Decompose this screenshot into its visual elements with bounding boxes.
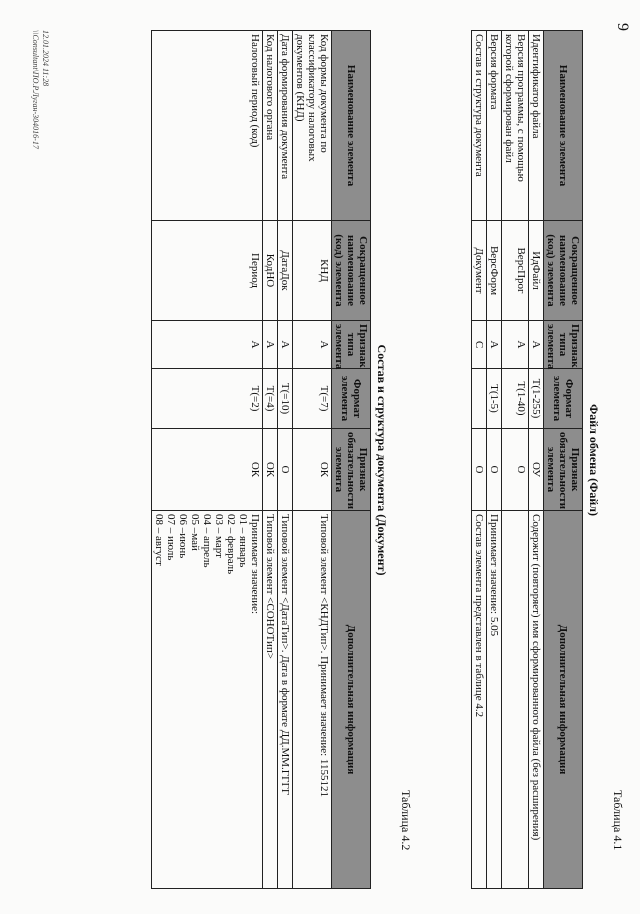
period-value: 07 – июль: [165, 514, 177, 561]
table1-header-row: [544, 31, 583, 889]
table-cell: А: [502, 321, 529, 369]
table-cell: Состав и структура документа: [472, 31, 487, 221]
table-cell: [472, 369, 487, 429]
table-cell: Дата формирования документа: [278, 31, 293, 221]
page-number: 9: [614, 23, 631, 31]
table-cell: Код налогового органа: [263, 31, 278, 221]
table-cell: Принимает значение: 5.05: [487, 511, 502, 889]
rotated-content: [25, 30, 625, 890]
table-cell: Период: [152, 221, 263, 321]
table-cell: T(=4): [263, 369, 278, 429]
table-cell: T(1-255): [529, 369, 544, 429]
table-cell: О: [278, 429, 293, 511]
table-cell: КодНО: [263, 221, 278, 321]
table-row: [263, 31, 278, 889]
period-intro: Принимает значение:: [249, 514, 261, 615]
table2-header: Дополнительная информация: [332, 511, 371, 889]
period-value: 02 – февраль: [225, 514, 237, 575]
table-cell: А: [529, 321, 544, 369]
period-value: 05 –май: [189, 514, 201, 551]
table-cell: С: [472, 321, 487, 369]
table-cell: Идентификатор файла: [529, 31, 544, 221]
table-document-structure: [151, 30, 371, 889]
table-cell: А: [152, 321, 263, 369]
table-cell-period-info: [152, 511, 263, 889]
table-cell: ОК: [293, 429, 332, 511]
table-cell: [502, 511, 529, 889]
period-value: 06 –июнь: [177, 514, 189, 559]
table1-header: Формат элемента: [544, 369, 583, 429]
table-row: [152, 31, 263, 889]
table1-caption: Таблица 4.1: [611, 790, 625, 851]
footer-stamp: [30, 30, 50, 149]
footer-line1: 12.01.2024 11:28: [41, 30, 50, 87]
table-cell: T(1-40): [502, 369, 529, 429]
table2-header: Сокращенное наименование (код) элемента: [332, 221, 371, 321]
table-cell: Содержит (повторяет) имя сформированного файла (без расширения): [529, 511, 544, 889]
table-cell: ОК: [263, 429, 278, 511]
table2-header: Признак типа элемента: [332, 321, 371, 369]
table-cell: ВерсФорм: [487, 221, 502, 321]
period-value: 03 – март: [213, 514, 225, 558]
table-cell: ДатаДок: [278, 221, 293, 321]
table1-title: Файл обмена (Файл): [587, 403, 601, 517]
table-cell: T(=2): [152, 369, 263, 429]
period-value: 08 – август: [153, 514, 165, 566]
table2-header-row: [332, 31, 371, 889]
table-row: [502, 31, 529, 889]
table-cell: А: [293, 321, 332, 369]
table-row: [278, 31, 293, 889]
table-cell: Версия программы, с помощью которой сформирован файл: [502, 31, 529, 221]
footer-line2: \\Consultant\ПО.Р.Луган-304016-17: [31, 30, 40, 149]
table2-header: Наименование элемента: [332, 31, 371, 221]
table-cell: А: [263, 321, 278, 369]
table-cell: ОУ: [529, 429, 544, 511]
table2-caption: Таблица 4.2: [399, 790, 413, 851]
table-cell: Типовой элемент <СОНОТип>: [263, 511, 278, 889]
table-cell: Документ: [472, 221, 487, 321]
table2-header: Формат элемента: [332, 369, 371, 429]
table-file-exchange: [471, 30, 583, 889]
table1-header: Наименование элемента: [544, 31, 583, 221]
table-cell: ИдФайл: [529, 221, 544, 321]
table-cell: А: [278, 321, 293, 369]
table-cell: Состав элемента представлен в таблице 4.2: [472, 511, 487, 889]
table-cell: О: [487, 429, 502, 511]
table2-header: Признак обязательности элемента: [332, 429, 371, 511]
table-cell: ВерсПрог: [502, 221, 529, 321]
table-cell: T(1-5): [487, 369, 502, 429]
table-cell: Код формы документа по классификатору налоговых документов (КНД): [293, 31, 332, 221]
table-row: [293, 31, 332, 889]
table-cell: Версия формата: [487, 31, 502, 221]
table-cell: ОК: [152, 429, 263, 511]
table2-title: Состав и структура документа (Документ): [375, 344, 389, 576]
table-cell: О: [502, 429, 529, 511]
table-cell: T(=7): [293, 369, 332, 429]
table-cell: T(=10): [278, 369, 293, 429]
table-cell: О: [472, 429, 487, 511]
table1-header: Признак обязательности элемента: [544, 429, 583, 511]
table-cell: Типовой элемент <ДатаТип>. Дата в формате ДД.ММ.ГГГГ: [278, 511, 293, 889]
table1-header: Признак типа элемента: [544, 321, 583, 369]
period-value: 04 – апрель: [201, 514, 213, 568]
table-row: [529, 31, 544, 889]
table1-header: Дополнительная информация: [544, 511, 583, 889]
table-row: [472, 31, 487, 889]
period-value: 01 – январь: [237, 514, 249, 568]
table-cell: Налоговый период (код): [152, 31, 263, 221]
table-cell: Типовой элемент <КНДТип>. Принимает значение: 1155121: [293, 511, 332, 889]
table-row: [487, 31, 502, 889]
table1-header: Сокращенное наименование (код) элемента: [544, 221, 583, 321]
table-cell: А: [487, 321, 502, 369]
table-cell: КНД: [293, 221, 332, 321]
